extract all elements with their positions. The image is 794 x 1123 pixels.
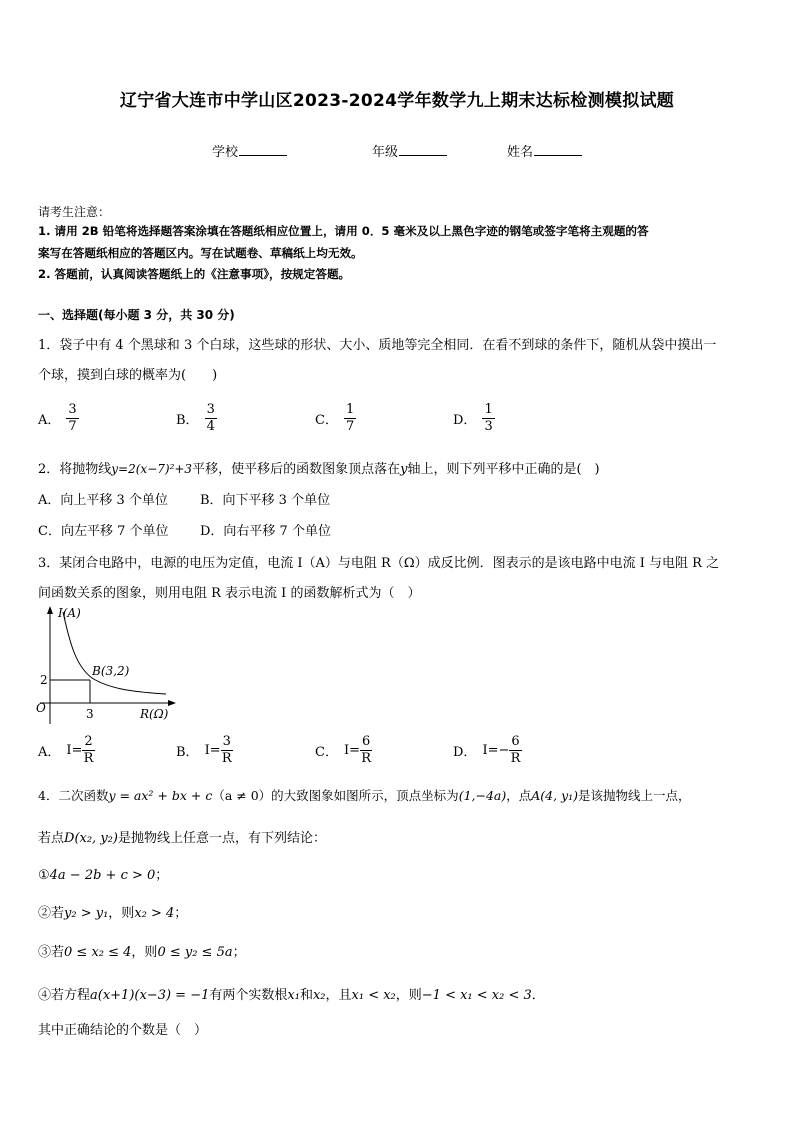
q2-option-b[interactable]: B．向下平移 3 个单位 bbox=[200, 493, 331, 508]
option-label: A． bbox=[38, 745, 61, 760]
y-axis-label: I(A) bbox=[58, 606, 81, 620]
option-label: C． bbox=[315, 745, 338, 760]
school-blank[interactable] bbox=[239, 143, 287, 156]
q3-graph bbox=[30, 604, 180, 728]
q3-option-c[interactable]: C． I= $\frac{6}{R}$ bbox=[315, 734, 372, 766]
option-label: D． bbox=[453, 413, 477, 428]
point-label: B(3,2) bbox=[92, 664, 130, 678]
q4-conclusion-1: ①4a − 2b + c > 0； bbox=[38, 868, 169, 883]
q4-stem-line-2: 若点D(x₂, y₂)是抛物线上任意一点，有下列结论： bbox=[38, 831, 326, 846]
option-label: D． bbox=[453, 745, 477, 760]
y-axis-arrow bbox=[47, 606, 53, 614]
notice-line-1: 1. 请用 2B 铅笔将选择题答案涂填在答题纸相应位置上，请用 0．5 毫米及以上黑色字迹的钢笔或签字笔将主观题的答 bbox=[38, 224, 649, 238]
q2-option-c[interactable]: C．向左平移 7 个单位 bbox=[38, 524, 169, 539]
q3-option-b[interactable]: B． I= $\frac{3}{R}$ bbox=[176, 734, 232, 766]
q1-stem-line-1: 1．袋子中有 4 个黑球和 3 个白球，这些球的形状、大小、质地等完全相同．在看不到球的条件下，随机从袋中摸出一 bbox=[38, 338, 717, 353]
notice-line-2: 案写在答题纸相应的答题区内。写在试题卷、草稿纸上均无效。 bbox=[38, 246, 363, 260]
fraction: $\frac{1}{3}$ bbox=[484, 402, 493, 434]
fraction: $\frac{6}{R}$ bbox=[510, 734, 521, 766]
q1-stem-line-2: 个球，摸到白球的概率为( ) bbox=[38, 368, 218, 383]
q3-stem-line-1: 3．某闭合电路中，电源的电压为定值，电流 I（A）与电阻 R（Ω）成反比例．图表示的是该电路中电流 I 与电阻 R 之 bbox=[38, 556, 720, 571]
x-axis-label: R(Ω) bbox=[140, 707, 169, 721]
q3-option-d[interactable]: D． I=− $\frac{6}{R}$ bbox=[453, 734, 521, 766]
name-label: 姓名 bbox=[507, 145, 534, 160]
fraction: $\frac{3}{R}$ bbox=[221, 734, 232, 766]
q4-conclusion-4: ④若方程a(x+1)(x−3) = −1有两个实数根x₁和x₂，且x₁ < x₂，则−1 < x₁ < x₂ < 3． bbox=[38, 988, 545, 1003]
x-tick-label: 3 bbox=[86, 707, 94, 721]
name-blank[interactable] bbox=[534, 143, 582, 156]
notice-heading: 请考生注意： bbox=[38, 205, 111, 219]
y-tick-label: 2 bbox=[40, 673, 48, 687]
q1-option-a[interactable] bbox=[38, 402, 79, 435]
q3-option-a[interactable]: A． I= $\frac{2}{R}$ bbox=[38, 734, 94, 766]
q3-stem-line-2: 间函数关系的图象，则用电阻 R 表示电流 I 的函数解析式为（ ） bbox=[38, 586, 421, 601]
fraction: $\frac{3}{7}$ bbox=[68, 402, 77, 434]
q4-conclusion-2: ②若y₂ > y₁，则x₂ > 4； bbox=[38, 906, 188, 921]
name-field[interactable] bbox=[507, 141, 582, 160]
grade-field[interactable] bbox=[372, 141, 447, 160]
fraction: $\frac{6}{R}$ bbox=[361, 734, 372, 766]
option-label: B． bbox=[176, 745, 199, 760]
option-label: C． bbox=[315, 413, 338, 428]
notice-line-3: 2. 答题前，认真阅读答题纸上的《注意事项》，按规定答题。 bbox=[38, 267, 351, 281]
school-field[interactable] bbox=[212, 141, 287, 160]
q4-final: 其中正确结论的个数是（ ） bbox=[38, 1023, 208, 1038]
q4-conclusion-3: ③若0 ≤ x₂ ≤ 4，则0 ≤ y₂ ≤ 5a； bbox=[38, 945, 246, 960]
fraction: $\frac{3}{4}$ bbox=[206, 402, 215, 434]
fraction: $\frac{1}{7}$ bbox=[345, 402, 355, 434]
q4-stem-line-1: 4．二次函数y = ax² + bx + c（a ≠ 0）的大致图象如图所示，顶点坐标为(1,−4a)，点A(4, y₁)是该抛物线上一点， bbox=[38, 788, 691, 803]
q2-option-a[interactable]: A．向上平移 3 个单位 bbox=[38, 493, 168, 508]
document-title: 辽宁省大连市中学山区2023-2024学年数学九上期末达标检测模拟试题 bbox=[119, 91, 675, 111]
origin-label: O bbox=[36, 701, 46, 715]
x-axis-arrow bbox=[168, 700, 176, 706]
fraction: $\frac{2}{R}$ bbox=[83, 734, 94, 766]
option-label: B． bbox=[176, 413, 199, 428]
q1-option-c[interactable] bbox=[315, 402, 356, 435]
q2-stem: 2．将抛物线y=2(x−7)²+3平移，使平移后的函数图象顶点落在y轴上，则下列平移中正确的是( ) bbox=[38, 462, 600, 477]
grade-blank[interactable] bbox=[399, 143, 447, 156]
school-label: 学校 bbox=[212, 145, 239, 160]
grade-label: 年级 bbox=[372, 145, 399, 160]
inverse-curve bbox=[63, 612, 166, 694]
section-heading: 一、选择题(每小题 3 分，共 30 分) bbox=[38, 308, 235, 322]
q1-option-d[interactable] bbox=[453, 402, 495, 435]
option-label: A． bbox=[38, 413, 61, 428]
q1-option-b[interactable] bbox=[176, 402, 217, 435]
q2-option-d[interactable]: D．向右平移 7 个单位 bbox=[200, 524, 331, 539]
